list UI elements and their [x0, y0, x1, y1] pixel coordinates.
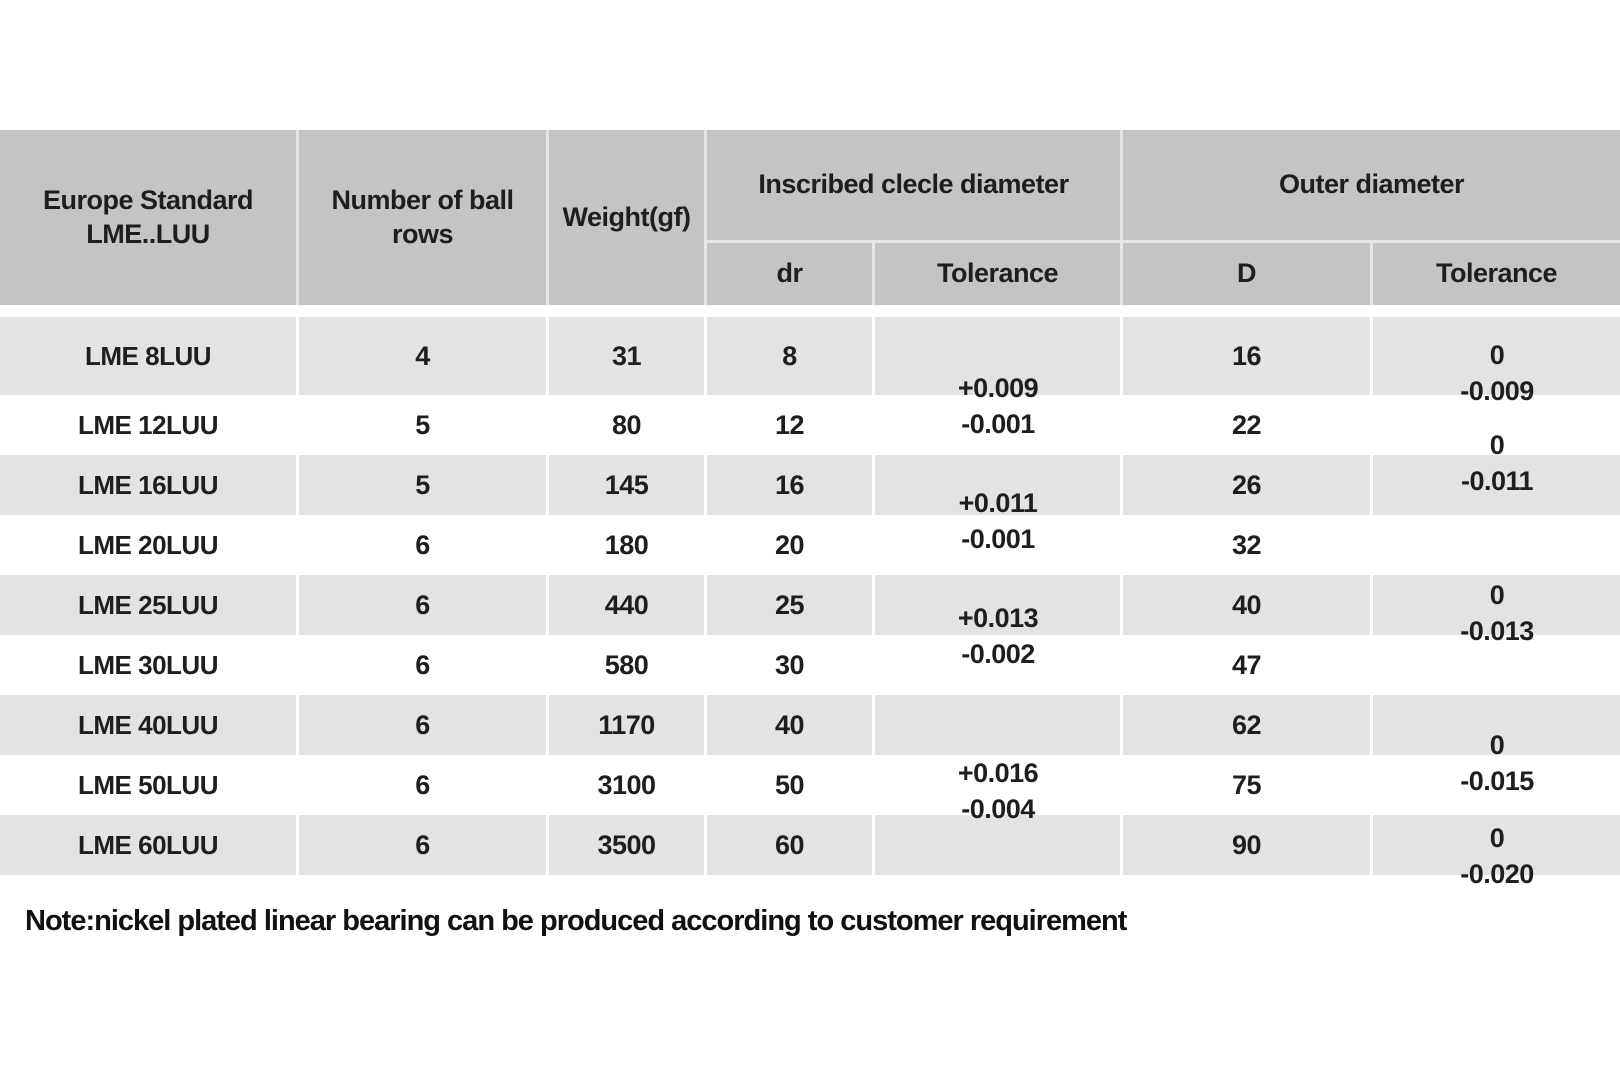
cell-model: LME 30LUU — [78, 649, 218, 680]
column-divider — [546, 455, 549, 515]
cell-dr: 12 — [774, 409, 805, 440]
cell-d: 47 — [1231, 649, 1262, 680]
column-divider — [1120, 755, 1123, 815]
cell-balls: 6 — [415, 709, 430, 740]
table-row — [0, 815, 1620, 875]
cell-dr: 8 — [782, 340, 797, 371]
cell-weight: 3100 — [597, 769, 656, 800]
tolerance-upper: 0 — [1489, 580, 1505, 610]
cell-d: 22 — [1231, 409, 1262, 440]
header-outer-diameter: Outer diameter — [1278, 169, 1465, 200]
header-model-line2: LME..LUU — [86, 218, 210, 249]
cell-model: LME 60LUU — [78, 829, 218, 860]
cell-model: LME 40LUU — [78, 709, 218, 740]
header-inner-tolerance: Tolerance — [936, 258, 1059, 289]
column-divider — [1370, 575, 1373, 635]
cell-weight: 180 — [604, 529, 649, 560]
header-divider — [1120, 130, 1123, 305]
table-row — [0, 575, 1620, 635]
column-divider — [872, 515, 875, 575]
column-divider — [296, 755, 299, 815]
cell-model: LME 50LUU — [78, 769, 218, 800]
tolerance-lower: -0.001 — [961, 524, 1035, 554]
cell-balls: 6 — [415, 529, 430, 560]
column-divider — [1120, 395, 1123, 455]
cell-weight: 1170 — [598, 709, 655, 740]
outer-tolerance — [1437, 427, 1557, 499]
column-divider — [1370, 815, 1373, 875]
inner-tolerance — [938, 370, 1058, 442]
tolerance-lower: -0.011 — [1460, 466, 1534, 496]
table-row — [0, 695, 1620, 755]
cell-balls: 4 — [415, 340, 430, 371]
column-divider — [704, 395, 707, 455]
column-divider — [872, 635, 875, 695]
column-divider — [1370, 755, 1373, 815]
column-divider — [296, 695, 299, 755]
cell-weight: 3500 — [597, 829, 656, 860]
cell-balls: 6 — [415, 589, 430, 620]
spec-table — [0, 130, 1620, 875]
table-row — [0, 455, 1620, 515]
header-dr: dr — [776, 258, 803, 289]
column-divider — [546, 575, 549, 635]
header-model — [0, 130, 296, 305]
column-divider — [1370, 695, 1373, 755]
tolerance-upper: 0 — [1489, 340, 1505, 370]
cell-dr: 16 — [774, 469, 805, 500]
column-divider — [872, 317, 875, 395]
header-divider — [546, 130, 549, 305]
cell-d: 40 — [1231, 589, 1262, 620]
column-divider — [872, 695, 875, 755]
tolerance-upper: +0.009 — [957, 373, 1039, 403]
tolerance-upper: 0 — [1489, 823, 1505, 853]
tolerance-lower: -0.009 — [1460, 376, 1534, 406]
cell-weight: 145 — [604, 469, 649, 500]
column-divider — [872, 815, 875, 875]
column-divider — [872, 755, 875, 815]
tolerance-lower: -0.020 — [1460, 859, 1534, 889]
column-divider — [296, 395, 299, 455]
header-divider — [704, 130, 707, 305]
column-divider — [1120, 317, 1123, 395]
column-divider — [296, 455, 299, 515]
outer-tolerance — [1437, 577, 1557, 649]
column-divider — [1370, 455, 1373, 515]
tolerance-lower: -0.001 — [961, 409, 1035, 439]
header-divider — [1370, 240, 1373, 305]
column-divider — [546, 755, 549, 815]
footnote: Note:nickel plated linear bearing can be produced according to customer requirement — [25, 905, 1127, 937]
column-divider — [704, 815, 707, 875]
column-divider — [546, 635, 549, 695]
column-divider — [1370, 317, 1373, 395]
column-divider — [296, 317, 299, 395]
column-divider — [546, 695, 549, 755]
column-divider — [546, 395, 549, 455]
header-divider — [704, 240, 1620, 243]
cell-balls: 5 — [415, 409, 430, 440]
tolerance-upper: +0.011 — [958, 488, 1038, 518]
cell-d: 75 — [1231, 769, 1262, 800]
column-divider — [872, 395, 875, 455]
cell-balls: 6 — [415, 649, 430, 680]
column-divider — [1120, 575, 1123, 635]
cell-d: 32 — [1231, 529, 1262, 560]
cell-dr: 50 — [774, 769, 805, 800]
cell-model: LME 8LUU — [85, 340, 211, 371]
cell-dr: 30 — [774, 649, 805, 680]
column-divider — [704, 575, 707, 635]
outer-tolerance — [1437, 727, 1557, 799]
column-divider — [296, 575, 299, 635]
column-divider — [1120, 815, 1123, 875]
column-divider — [546, 515, 549, 575]
header-gap — [0, 305, 1620, 317]
inner-tolerance — [938, 755, 1058, 827]
tolerance-lower: -0.013 — [1460, 616, 1534, 646]
header-inscribed-diameter: Inscribed clecle diameter — [758, 169, 1069, 200]
header-outer-tolerance: Tolerance — [1435, 258, 1558, 289]
column-divider — [1120, 635, 1123, 695]
header-divider — [296, 130, 299, 305]
outer-tolerance — [1437, 337, 1557, 409]
column-divider — [296, 515, 299, 575]
cell-d: 26 — [1231, 469, 1262, 500]
table-row — [0, 515, 1620, 575]
column-divider — [1120, 515, 1123, 575]
tolerance-lower: -0.002 — [961, 639, 1035, 669]
cell-weight: 580 — [604, 649, 649, 680]
column-divider — [1120, 695, 1123, 755]
cell-dr: 60 — [774, 829, 805, 860]
header-weight: Weight(gf) — [562, 201, 691, 232]
cell-balls: 6 — [415, 769, 430, 800]
table-body — [0, 317, 1620, 875]
cell-model: LME 20LUU — [78, 529, 218, 560]
inner-tolerance — [938, 485, 1058, 557]
cell-d: 90 — [1231, 829, 1262, 860]
outer-tolerance — [1437, 820, 1557, 892]
column-divider — [1370, 515, 1373, 575]
tolerance-upper: 0 — [1489, 730, 1505, 760]
cell-weight: 80 — [611, 409, 642, 440]
column-divider — [546, 317, 549, 395]
tolerance-upper: +0.016 — [957, 758, 1039, 788]
header-ball-rows: Number of ball rows — [331, 184, 514, 249]
tolerance-lower: -0.004 — [961, 794, 1035, 824]
column-divider — [704, 755, 707, 815]
cell-dr: 20 — [774, 529, 805, 560]
column-divider — [546, 815, 549, 875]
cell-model: LME 12LUU — [78, 409, 218, 440]
column-divider — [296, 815, 299, 875]
header-model-line1: Europe Standard — [42, 184, 254, 215]
column-divider — [704, 515, 707, 575]
tolerance-lower: -0.015 — [1460, 766, 1534, 796]
cell-model: LME 16LUU — [78, 469, 218, 500]
cell-balls: 5 — [415, 469, 430, 500]
tolerance-upper: +0.013 — [957, 603, 1039, 633]
table-row — [0, 635, 1620, 695]
column-divider — [1370, 395, 1373, 455]
cell-d: 16 — [1231, 340, 1262, 371]
tolerance-upper: 0 — [1489, 430, 1505, 460]
column-divider — [704, 695, 707, 755]
table-row — [0, 395, 1620, 455]
cell-weight: 440 — [604, 589, 649, 620]
cell-dr: 40 — [774, 709, 805, 740]
cell-balls: 6 — [415, 829, 430, 860]
column-divider — [872, 575, 875, 635]
column-divider — [704, 635, 707, 695]
cell-model: LME 25LUU — [78, 589, 218, 620]
header-d: D — [1237, 258, 1256, 289]
column-divider — [704, 317, 707, 395]
table-row — [0, 755, 1620, 815]
cell-dr: 25 — [774, 589, 805, 620]
header-divider — [872, 240, 875, 305]
column-divider — [1370, 635, 1373, 695]
column-divider — [704, 455, 707, 515]
inner-tolerance — [938, 600, 1058, 672]
cell-weight: 31 — [611, 340, 642, 371]
column-divider — [872, 455, 875, 515]
table-header — [0, 130, 1620, 305]
column-divider — [1120, 455, 1123, 515]
cell-d: 62 — [1231, 709, 1262, 740]
table-row — [0, 317, 1620, 395]
column-divider — [296, 635, 299, 695]
